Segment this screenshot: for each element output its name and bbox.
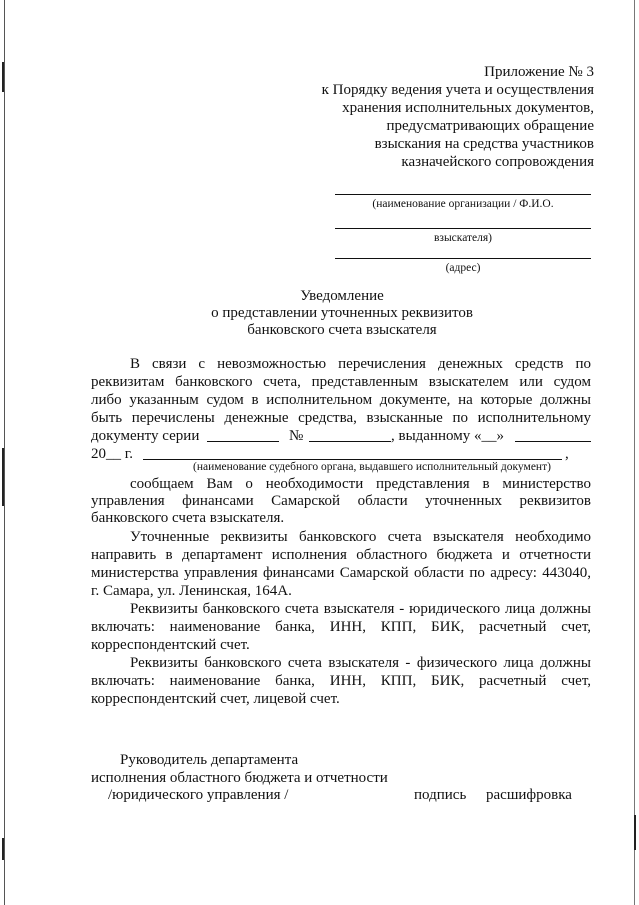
recipient-address-caption: (адрес) (445, 262, 481, 274)
body-line: корреспондентский счет. (91, 637, 250, 653)
scan-mark (634, 815, 636, 850)
body-line: управления финансами Самарской области уточненных реквизитов (91, 493, 591, 509)
body-line: Уточненные реквизиты банковского счета взыскателя необходимо (130, 529, 591, 545)
scan-mark (2, 62, 4, 92)
doc-issued-label: , выданному «__» (391, 428, 504, 444)
doc-date-blank (515, 441, 591, 442)
body-line: направить в департамент исполнения областного бюджета и отчетности (91, 547, 591, 563)
doc-series-blank (207, 441, 279, 442)
year-prefix: 20__ г. (91, 446, 133, 462)
notice-title: Уведомление (300, 288, 384, 304)
court-blank (143, 459, 562, 460)
signer-title: Руководитель департамента (120, 752, 299, 768)
body-line: г. Самара, ул. Ленинская, 164А. (91, 583, 292, 599)
recipient-org-line (335, 194, 591, 195)
doc-number-blank (309, 441, 391, 442)
body-line: министерства управления финансами Самарской области по адресу: 443040, (91, 565, 591, 581)
appendix-line: взыскания на средства участников (374, 136, 594, 152)
body-line: включать: наименование банка, ИНН, КПП, БИК, расчетный счет, (91, 673, 591, 689)
notice-subtitle: банковского счета взыскателя (247, 322, 437, 338)
appendix-line: к Порядку ведения учета и осуществления (321, 82, 594, 98)
body-line: банковского счета взыскателя. (91, 510, 285, 526)
body-line: Реквизиты банковского счета взыскателя - физического лица должны (130, 655, 591, 671)
body-line: реквизитам банковского счета, представленным взыскателем или судом (91, 374, 591, 390)
body-line: либо указанным судом в исполнительном документе, на которые должны (91, 392, 591, 408)
signer-title: /юридического управления / (108, 787, 289, 803)
doc-number-label: № (289, 428, 304, 444)
decode-label: расшифровка (486, 787, 572, 803)
appendix-line: казначейского сопровождения (401, 154, 594, 170)
signature-label: подпись (414, 787, 467, 803)
recipient-org-caption: (наименование организации / Ф.И.О. (372, 198, 554, 210)
body-line: В связи с невозможностью перечисления денежных средств по (130, 356, 591, 372)
appendix-line: предусматривающих обращение (386, 118, 594, 134)
signer-title: исполнения областного бюджета и отчетности (91, 770, 388, 786)
doc-series-label: документу серии (91, 428, 200, 444)
appendix-line: Приложение № 3 (484, 64, 594, 80)
scan-edge-right (634, 0, 635, 905)
scan-edge-left (4, 0, 5, 905)
recipient-claimant-line (335, 228, 591, 229)
notice-subtitle: о представлении уточненных реквизитов (211, 305, 473, 321)
appendix-line: хранения исполнительных документов, (342, 100, 594, 116)
body-line: быть перечислены денежные средства, взысканные по исполнительному (91, 410, 591, 426)
scan-mark (2, 838, 4, 860)
court-caption: (наименование судебного органа, выдавшего исполнительный документ) (193, 461, 551, 473)
recipient-address-line (335, 258, 591, 259)
body-line: включать: наименование банка, ИНН, КПП, БИК, расчетный счет, (91, 619, 591, 635)
recipient-claimant-caption: взыскателя) (433, 232, 492, 244)
body-line: сообщаем Вам о необходимости представления в министерство (130, 476, 591, 492)
scan-mark (2, 448, 4, 506)
body-line: корреспондентский счет, лицевой счет. (91, 691, 340, 707)
comma: , (565, 446, 569, 462)
body-line: Реквизиты банковского счета взыскателя - юридического лица должны (130, 601, 591, 617)
